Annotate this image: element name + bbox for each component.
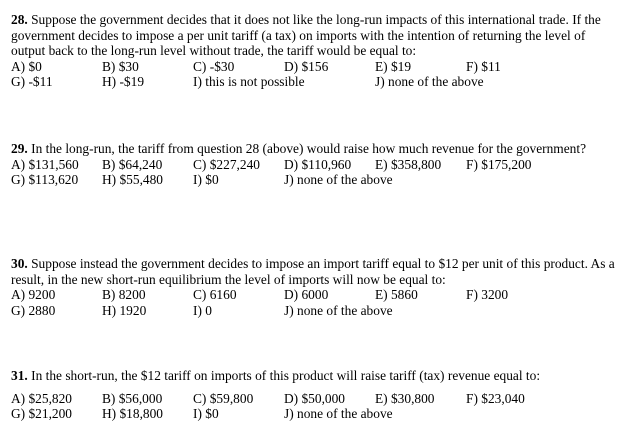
question-body: Suppose the government decides that it does not like the long-run impacts of this international trade. If the government decides to impose a per unit tariff (a tax) on imports with the intention of returning the level of output back to the long-run level without trade, the tariff would be equal to: [11,12,601,58]
answer-option: J) none of the above [284,172,393,187]
answer-option: D) $50,000 [284,390,345,406]
answer-option: F) $23,040 [466,390,525,406]
question-number: 29. [11,141,28,156]
answer-option: F) 3200 [466,287,509,302]
answer-options [11,287,617,318]
answer-option: E) $358,800 [375,156,442,172]
answer-option: C) 6160 [193,287,237,302]
answer-option: I) 0 [193,302,212,318]
answer-option: I) this is not possible [193,74,305,89]
answer-option: J) none of the above [284,302,393,318]
answer-option: E) 5860 [375,287,418,302]
answer-option: C) -$30 [193,58,235,74]
question-body: Suppose instead the government decides to impose an import tariff equal to $12 per unit of this product. As a result, in the new short-run equilibrium the level of imports will now be equal to: [11,256,615,287]
answer-option: I) $0 [193,406,219,421]
answer-option: B) $56,000 [102,390,163,406]
answer-option: H) -$19 [102,74,145,89]
answer-option: A) 9200 [11,287,56,302]
answer-option: F) $11 [466,58,501,74]
question-29 [11,141,617,188]
answer-option: A) $0 [11,58,42,74]
answer-option: C) $59,800 [193,390,254,406]
answer-option: A) $25,820 [11,390,72,406]
answer-options [11,391,617,422]
question-text [11,368,617,384]
answer-option: D) $110,960 [284,156,352,172]
question-number: 28. [11,12,28,27]
question-number: 30. [11,256,28,271]
question-text [11,256,617,287]
question-text [11,141,617,157]
answer-option: H) $55,480 [102,172,163,187]
question-body: In the long-run, the tariff from question 28 (above) would raise how much revenue for the government? [31,141,587,156]
answer-option: H) $18,800 [102,406,163,421]
question-31 [11,368,617,422]
answer-option: E) $30,800 [375,390,435,406]
question-30 [11,256,617,318]
answer-option: B) $30 [102,58,139,74]
answer-option: G) 2880 [11,302,56,318]
answer-option: C) $227,240 [193,156,260,172]
question-28 [11,12,617,90]
answer-option: B) 8200 [102,287,146,302]
answer-option: I) $0 [193,172,219,187]
answer-option: G) -$11 [11,74,53,89]
answer-options [11,157,617,188]
answer-option: G) $113,620 [11,172,79,187]
answer-option: D) $156 [284,58,329,74]
answer-option: A) $131,560 [11,156,79,172]
answer-option: J) none of the above [375,74,484,89]
answer-option: G) $21,200 [11,406,72,421]
question-body: In the short-run, the $12 tariff on imports of this product will raise tariff (tax) revenue equal to: [31,368,541,383]
answer-option: H) 1920 [102,302,147,318]
answer-options [11,59,617,90]
answer-option: D) 6000 [284,287,329,302]
question-number: 31. [11,368,28,383]
answer-option: B) $64,240 [102,156,163,172]
answer-option: F) $175,200 [466,156,532,172]
question-text [11,12,617,59]
answer-option: J) none of the above [284,406,393,421]
answer-option: E) $19 [375,58,412,74]
